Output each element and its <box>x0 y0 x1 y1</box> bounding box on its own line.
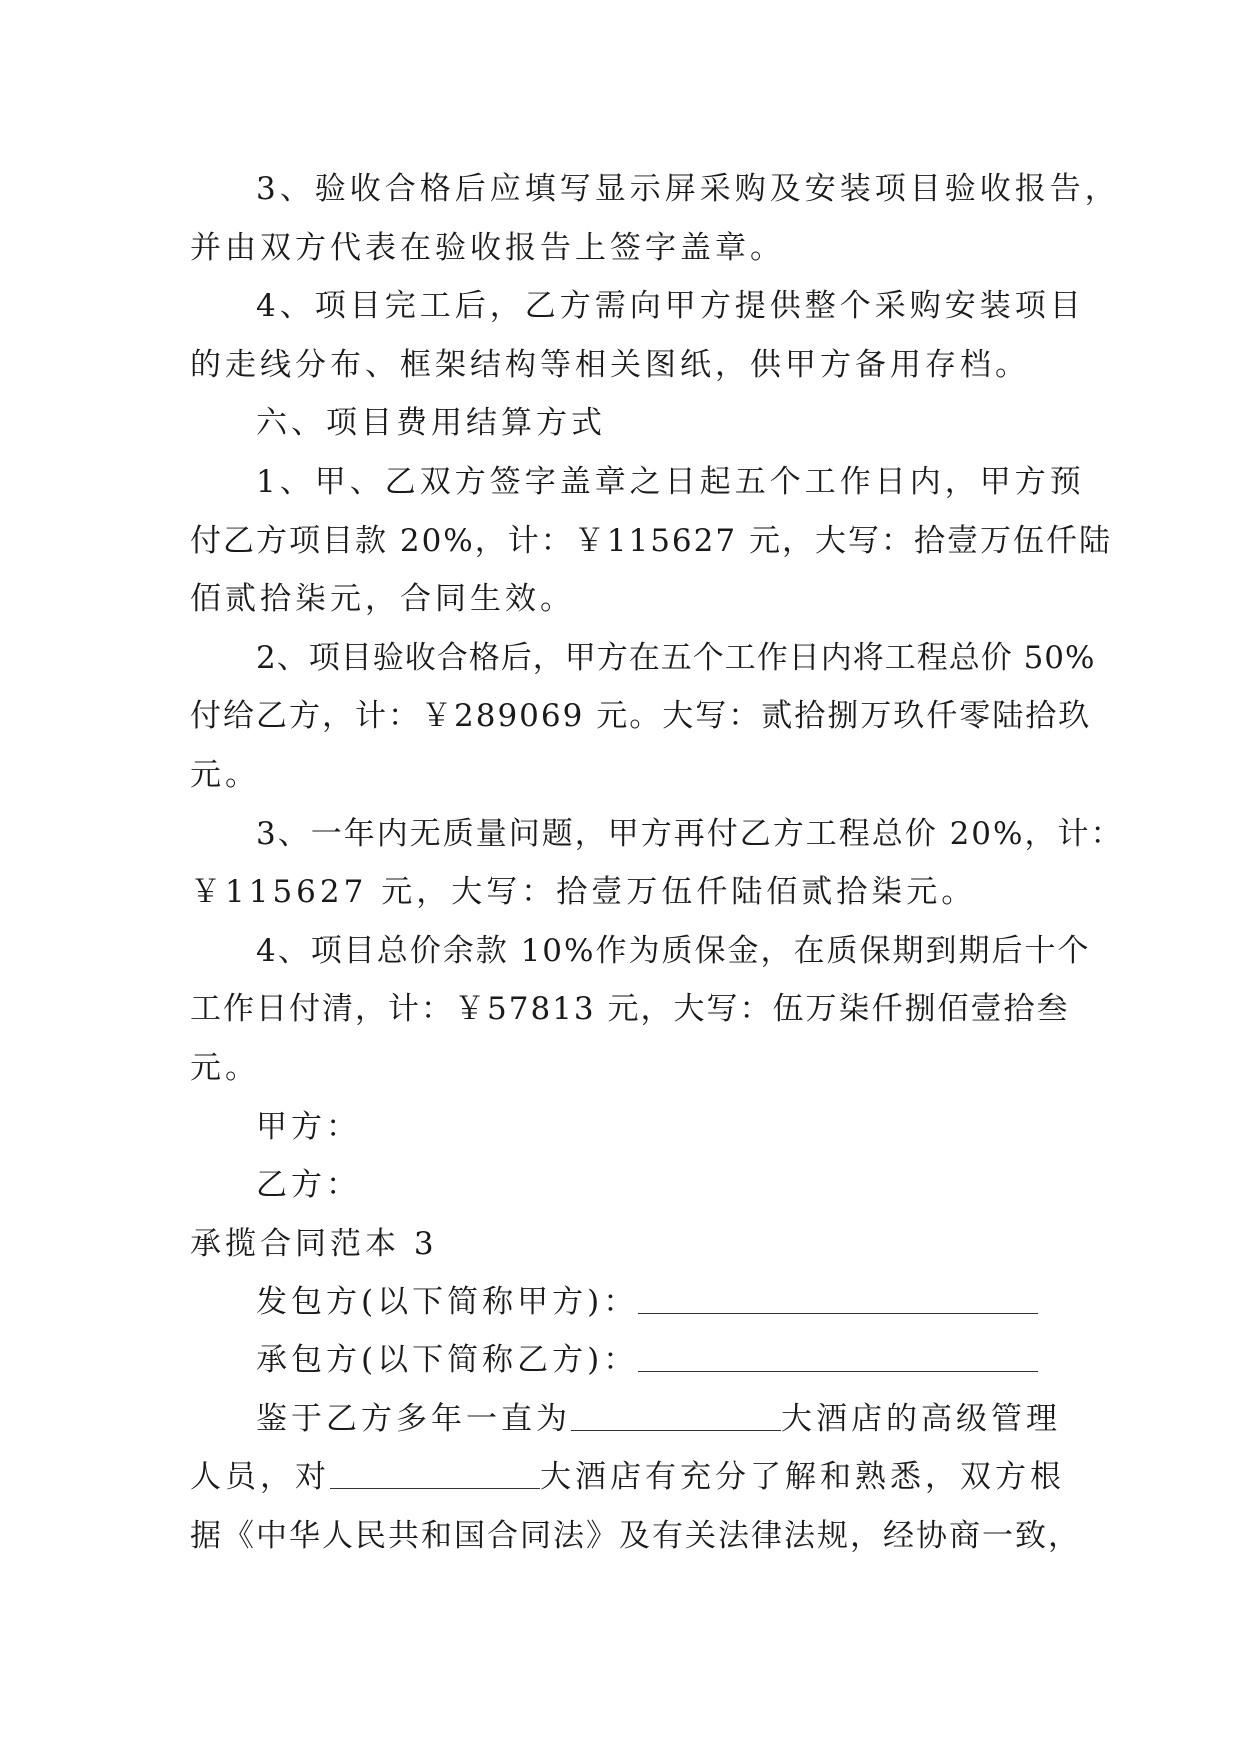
text-line <box>190 1390 1060 1449</box>
hotel-name-blank <box>330 1468 540 1489</box>
text-line: 付给乙方，计：￥289069 元。大写：贰拾捌万玖仟零陆拾玖 <box>190 698 1092 735</box>
text-line: 元。 <box>190 756 260 793</box>
contractor-line <box>190 1331 1060 1390</box>
text-line: 据《中华人民共和国合同法》及有关法律法规，经协商一致， <box>190 1518 1081 1555</box>
contract-title: 承揽合同范本 3 <box>190 1225 438 1262</box>
text-line <box>190 1448 1065 1507</box>
text-line: 的走线分布、框架结构等相关图纸，供甲方备用存档。 <box>190 346 1030 383</box>
employer-blank <box>638 1293 1038 1314</box>
text-line: ￥115627 元，大写：拾壹万伍仟陆佰贰拾柒元。 <box>190 874 977 911</box>
text-line: 元。 <box>190 1049 260 1086</box>
text-line: 4、项目完工后，乙方需向甲方提供整个采购安装项目 <box>256 288 1085 325</box>
text-line: 3、验收合格后应填写显示屏采购及安装项目验收报告， <box>256 171 1120 207</box>
text-line: 付乙方项目款 20%，计：￥115627 元，大写：拾壹万伍仟陆 <box>190 522 1112 559</box>
text-fragment: 人员，对 <box>190 1459 330 1496</box>
employer-line <box>190 1273 1060 1332</box>
party-b-label: 乙方： <box>256 1167 361 1204</box>
text-line: 佰贰拾柒元，合同生效。 <box>190 581 575 618</box>
text-line: 工作日付清，计：￥57813 元，大写：伍万柒仟捌佰壹拾叁 <box>190 991 1070 1028</box>
text-line: 3、一年内无质量问题，甲方再付乙方工程总价 20%，计： <box>256 815 1124 852</box>
text-fragment: 鉴于乙方多年一直为 <box>256 1400 571 1437</box>
party-a-label: 甲方： <box>256 1108 361 1145</box>
contractor-blank <box>638 1351 1038 1372</box>
text-fragment: 大酒店有充分了解和熟悉，双方根 <box>540 1459 1065 1496</box>
text-line: 并由双方代表在验收报告上签字盖章。 <box>190 229 785 266</box>
hotel-name-blank <box>571 1410 781 1431</box>
text-line: 2、项目验收合格后，甲方在五个工作日内将工程总价 50% <box>256 639 1096 676</box>
section-heading: 六、项目费用结算方式 <box>256 405 606 442</box>
text-fragment: 大酒店的高级管理 <box>781 1400 1061 1437</box>
employer-label: 发包方(以下简称甲方)： <box>256 1283 639 1320</box>
document-page <box>190 160 1124 1566</box>
text-line: 1、甲、乙双方签字盖章之日起五个工作日内，甲方预 <box>256 463 1085 500</box>
contractor-label: 承包方(以下简称乙方)： <box>256 1342 639 1379</box>
text-line: 4、项目总价余款 10%作为质保金，在质保期到期后十个 <box>256 932 1091 969</box>
